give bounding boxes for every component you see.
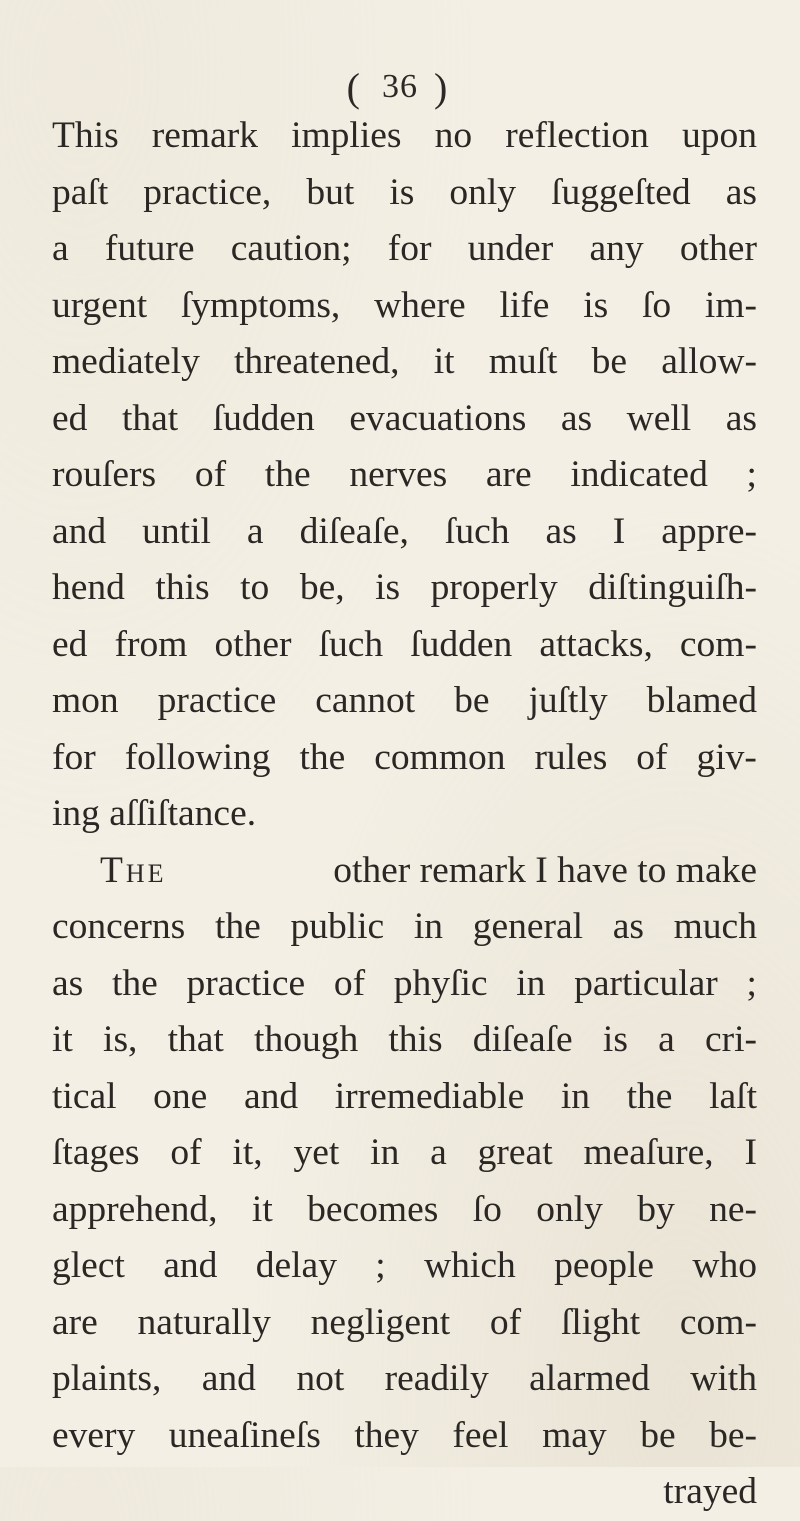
word: a [246,510,264,552]
word: be- [709,1414,757,1456]
word: feel [452,1414,509,1456]
word: indicated [570,454,708,495]
text-line [52,617,757,674]
catchword: trayed [663,1471,757,1512]
word: ed [52,623,88,665]
word: I [612,510,626,552]
word: concerns [52,906,186,947]
word: as [725,397,757,439]
word: paſt [52,171,109,213]
word: be, [299,567,345,608]
word: remark [151,115,258,156]
word: a [430,1132,447,1173]
word: ; [746,962,757,1004]
word: other [214,623,292,665]
word: a [658,1019,675,1060]
word: ſudden [212,397,315,439]
word: be [640,1414,676,1456]
word: phyſic [393,962,488,1004]
text-line [52,1012,757,1069]
word: This [52,115,119,156]
word: with [690,1358,757,1399]
word: appre- [661,510,757,552]
word: much [673,906,757,947]
word: naturally [137,1301,271,1343]
word: only [536,1188,603,1230]
word: people [554,1245,655,1286]
text-line [52,1295,757,1352]
word: it, [232,1132,263,1173]
word: this [155,567,210,608]
word: mon [52,680,119,721]
word: to [240,567,270,608]
word: as [725,171,757,213]
word: they [354,1414,419,1456]
word: rouſers [52,454,157,495]
word: is [389,171,415,213]
word: practice, [143,171,272,213]
text-line [52,221,757,278]
word: muſt [488,341,558,382]
word: it [433,341,455,382]
word: future [104,228,195,269]
word: great [477,1132,553,1173]
word: every [52,1414,136,1456]
word: yet [293,1132,340,1173]
word: practice [186,962,306,1004]
word: ſuch [444,510,510,552]
word: is, [103,1019,138,1060]
page-number: 36 [382,68,418,105]
paragraph-1 [52,108,757,843]
word: allow- [661,341,757,382]
word: im- [704,284,757,326]
word: the [299,736,346,778]
word: tical [52,1075,117,1117]
text-line [52,673,757,730]
word: only [449,171,517,213]
word: it [251,1188,273,1230]
word: of [333,962,366,1004]
text-line [52,730,757,787]
word: reflection [505,115,649,156]
text-line [52,334,757,391]
word: attacks, [539,623,653,665]
word: the [626,1075,673,1117]
close-paren: ) [434,65,454,110]
word: and [163,1245,218,1286]
word: urgent [52,284,148,326]
word: no [434,115,473,156]
word: public [290,906,385,947]
text-line [52,108,757,165]
word: not [296,1358,345,1399]
word: threatened, [234,341,400,382]
word: though [254,1019,359,1060]
word: cri- [704,1019,757,1060]
word: giv- [696,736,757,778]
word: properly [430,567,558,608]
word: as [52,962,84,1004]
word: of [636,736,668,778]
word: particular [574,962,718,1004]
word: this [388,1019,443,1060]
word: nerves [349,454,448,495]
word: mediately [52,341,200,382]
text-line [52,391,757,448]
word: in [560,1075,591,1117]
word: ſudden [410,623,513,665]
paragraph-2-lead: The [100,849,167,891]
word: where [374,284,466,326]
text-line [52,1408,757,1465]
word: in [413,906,444,947]
text-line [52,956,757,1013]
word: juſtly [528,680,608,721]
text-line-content: ing aſſiſtance. [52,793,257,834]
word: by [637,1188,675,1230]
word: practice [157,680,277,721]
word: diſeaſe [472,1019,573,1060]
word: as [612,906,644,947]
word: and [52,510,107,552]
word: ed [52,397,88,439]
word: evacuations [349,397,527,439]
word: the [214,906,261,947]
word: plaints, [52,1358,162,1399]
word: delay [255,1245,337,1286]
word: ſtages [52,1132,140,1173]
word: alarmed [529,1358,650,1399]
word: readily [384,1358,489,1399]
word: ſo [641,284,672,326]
body-text [52,108,757,1521]
text-line [52,278,757,335]
paragraph-2-first-rest: other remark I have to make [333,849,757,891]
text-line [52,1351,757,1408]
word: becomes [307,1188,439,1230]
word: from [114,623,188,665]
word: ſuggeſted [551,171,691,213]
word: be [591,341,628,382]
word: upon [682,115,757,156]
word: life [499,284,550,326]
word: ; [746,454,757,495]
word: hend [52,567,125,608]
word: are [485,454,532,495]
word: following [124,736,271,778]
text-line [52,1182,757,1239]
word: in [516,962,546,1004]
word: that [121,397,179,439]
word: apprehend, [52,1188,218,1230]
word: implies [291,115,402,156]
word: the [111,962,158,1004]
word: caution; [230,228,352,269]
word: ſlight [560,1301,641,1343]
word: ; [375,1245,386,1286]
word: laſt [709,1075,757,1117]
word: general [472,906,584,947]
word: is [583,284,609,326]
word: which [424,1245,516,1286]
word: under [467,228,554,269]
word: of [170,1132,202,1173]
word: irremediable [334,1075,525,1117]
word: diſtinguiſh- [588,567,757,608]
word: common [374,736,506,778]
text-line [52,165,757,222]
word: may [542,1414,607,1456]
word: uneaſineſs [168,1414,321,1456]
word: it [52,1019,73,1060]
word: glect [52,1245,125,1286]
word: meaſure, [583,1132,714,1173]
word: for [387,228,432,269]
word: one [153,1075,208,1117]
catchword-line [52,1464,757,1521]
text-line [52,1238,757,1295]
word: and [201,1358,256,1399]
word: is [375,567,401,608]
word: ſymptoms, [180,284,341,326]
word: who [692,1245,757,1286]
text-line [52,1069,757,1126]
word: well [626,397,692,439]
word: com- [679,623,757,665]
text-line [52,447,757,504]
word: com- [679,1301,757,1343]
word: of [489,1301,522,1343]
word: a [52,228,69,269]
word: until [142,510,211,552]
text-line [52,560,757,617]
paragraph-2 [52,899,757,1464]
word: as [560,397,593,439]
word: diſeaſe, [299,510,409,552]
word: I [744,1132,757,1173]
text-line [52,504,757,561]
word: and [243,1075,299,1117]
word: other [679,228,757,269]
word: negligent [310,1301,451,1343]
word: as [545,510,577,552]
word: ne- [709,1188,757,1230]
word: rules [534,736,608,778]
word: that [167,1019,224,1060]
word: of [194,454,227,495]
word: cannot [315,680,416,721]
word: for [52,736,96,778]
text-line [52,899,757,956]
word: ſuch [318,623,384,665]
text-line [52,786,757,843]
word: in [370,1132,400,1173]
paragraph-2-first-line [52,843,757,900]
open-paren: ( [346,65,366,110]
word: blamed [646,680,757,721]
word: ſo [472,1188,502,1230]
word: the [264,454,311,495]
word: is [602,1019,628,1060]
text-line [52,1125,757,1182]
word: but [306,171,355,213]
word: be [454,680,490,721]
word: are [52,1301,98,1343]
page-number-header [0,64,800,111]
word: any [589,228,644,269]
